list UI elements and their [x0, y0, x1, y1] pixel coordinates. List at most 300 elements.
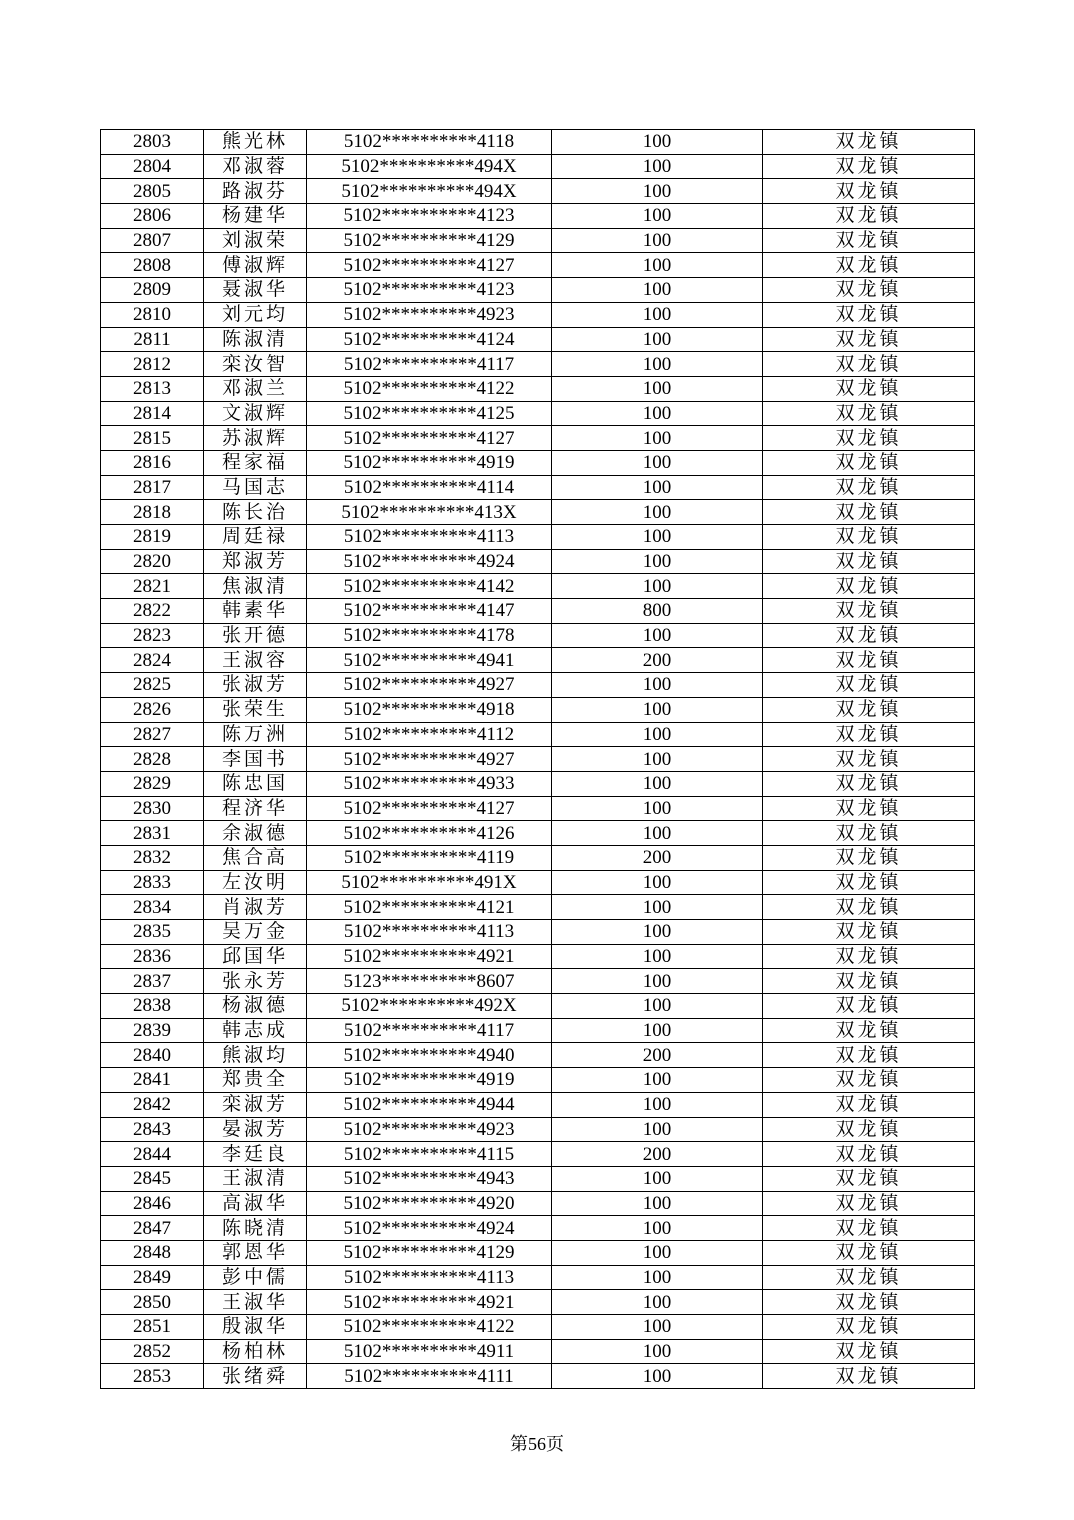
table-row — [101, 278, 975, 303]
name-cell: 王淑清 — [204, 1166, 307, 1191]
row-number-cell: 2817 — [101, 475, 204, 500]
id-number-cell: 5102**********4924 — [307, 1216, 552, 1241]
table-row — [101, 870, 975, 895]
table-row — [101, 1117, 975, 1142]
table-row — [101, 450, 975, 475]
name-cell: 王淑容 — [204, 648, 307, 673]
table-row — [101, 1092, 975, 1117]
table-row — [101, 796, 975, 821]
amount-cell: 100 — [552, 302, 763, 327]
town-cell: 双龙镇 — [763, 327, 975, 352]
name-cell: 李廷良 — [204, 1142, 307, 1167]
town-cell: 双龙镇 — [763, 673, 975, 698]
id-number-cell: 5102**********413X — [307, 500, 552, 525]
name-cell: 焦淑清 — [204, 574, 307, 599]
id-number-cell: 5102**********4924 — [307, 549, 552, 574]
name-cell: 陈忠国 — [204, 771, 307, 796]
name-cell: 程济华 — [204, 796, 307, 821]
town-cell: 双龙镇 — [763, 352, 975, 377]
id-number-cell: 5102**********4125 — [307, 401, 552, 426]
id-number-cell: 5102**********4940 — [307, 1043, 552, 1068]
table-row — [101, 821, 975, 846]
amount-cell: 100 — [552, 697, 763, 722]
roster-table-body — [101, 130, 975, 1389]
id-number-cell: 5102**********4114 — [307, 475, 552, 500]
town-cell: 双龙镇 — [763, 179, 975, 204]
amount-cell: 100 — [552, 500, 763, 525]
town-cell: 双龙镇 — [763, 525, 975, 550]
name-cell: 邱国华 — [204, 944, 307, 969]
table-row — [101, 722, 975, 747]
table-row — [101, 1043, 975, 1068]
id-number-cell: 5102**********4122 — [307, 1315, 552, 1340]
amount-cell: 100 — [552, 1018, 763, 1043]
amount-cell: 100 — [552, 1216, 763, 1241]
amount-cell: 100 — [552, 1191, 763, 1216]
name-cell: 李国书 — [204, 747, 307, 772]
row-number-cell: 2831 — [101, 821, 204, 846]
id-number-cell: 5102**********4127 — [307, 253, 552, 278]
name-cell: 晏淑芳 — [204, 1117, 307, 1142]
row-number-cell: 2815 — [101, 426, 204, 451]
row-number-cell: 2813 — [101, 376, 204, 401]
table-row — [101, 623, 975, 648]
row-number-cell: 2847 — [101, 1216, 204, 1241]
amount-cell: 100 — [552, 525, 763, 550]
town-cell: 双龙镇 — [763, 623, 975, 648]
table-row — [101, 697, 975, 722]
table-row — [101, 302, 975, 327]
amount-cell: 200 — [552, 648, 763, 673]
amount-cell: 200 — [552, 1043, 763, 1068]
name-cell: 彭中儒 — [204, 1265, 307, 1290]
amount-cell: 100 — [552, 1068, 763, 1093]
town-cell: 双龙镇 — [763, 1166, 975, 1191]
id-number-cell: 5102**********4927 — [307, 673, 552, 698]
name-cell: 刘元均 — [204, 302, 307, 327]
town-cell: 双龙镇 — [763, 895, 975, 920]
amount-cell: 200 — [552, 845, 763, 870]
id-number-cell: 5102**********4123 — [307, 278, 552, 303]
table-row — [101, 228, 975, 253]
amount-cell: 100 — [552, 870, 763, 895]
name-cell: 程家福 — [204, 450, 307, 475]
town-cell: 双龙镇 — [763, 1142, 975, 1167]
table-row — [101, 747, 975, 772]
name-cell: 杨建华 — [204, 204, 307, 229]
amount-cell: 100 — [552, 450, 763, 475]
row-number-cell: 2850 — [101, 1290, 204, 1315]
amount-cell: 100 — [552, 327, 763, 352]
name-cell: 张绪舜 — [204, 1364, 307, 1389]
amount-cell: 100 — [552, 944, 763, 969]
town-cell: 双龙镇 — [763, 994, 975, 1019]
id-number-cell: 5102**********4126 — [307, 821, 552, 846]
town-cell: 双龙镇 — [763, 796, 975, 821]
name-cell: 张淑芳 — [204, 673, 307, 698]
row-number-cell: 2835 — [101, 920, 204, 945]
amount-cell: 100 — [552, 623, 763, 648]
town-cell: 双龙镇 — [763, 747, 975, 772]
amount-cell: 100 — [552, 278, 763, 303]
amount-cell: 100 — [552, 920, 763, 945]
row-number-cell: 2845 — [101, 1166, 204, 1191]
row-number-cell: 2852 — [101, 1339, 204, 1364]
name-cell: 栾汝智 — [204, 352, 307, 377]
amount-cell: 100 — [552, 253, 763, 278]
amount-cell: 100 — [552, 154, 763, 179]
id-number-cell: 5102**********4113 — [307, 1265, 552, 1290]
name-cell: 邓淑兰 — [204, 376, 307, 401]
amount-cell: 100 — [552, 1315, 763, 1340]
town-cell: 双龙镇 — [763, 1216, 975, 1241]
name-cell: 陈淑清 — [204, 327, 307, 352]
town-cell: 双龙镇 — [763, 1191, 975, 1216]
town-cell: 双龙镇 — [763, 426, 975, 451]
id-number-cell: 5102**********494X — [307, 154, 552, 179]
table-row — [101, 1166, 975, 1191]
town-cell: 双龙镇 — [763, 722, 975, 747]
id-number-cell: 5102**********4943 — [307, 1166, 552, 1191]
row-number-cell: 2820 — [101, 549, 204, 574]
table-row — [101, 376, 975, 401]
table-row — [101, 1339, 975, 1364]
town-cell: 双龙镇 — [763, 1092, 975, 1117]
town-cell: 双龙镇 — [763, 253, 975, 278]
name-cell: 熊淑均 — [204, 1043, 307, 1068]
table-row — [101, 352, 975, 377]
table-row — [101, 130, 975, 155]
name-cell: 陈万洲 — [204, 722, 307, 747]
name-cell: 张开德 — [204, 623, 307, 648]
amount-cell: 100 — [552, 426, 763, 451]
id-number-cell: 5102**********4113 — [307, 920, 552, 945]
table-row — [101, 920, 975, 945]
table-row — [101, 1315, 975, 1340]
table-row — [101, 1290, 975, 1315]
id-number-cell: 5102**********494X — [307, 179, 552, 204]
amount-cell: 100 — [552, 376, 763, 401]
row-number-cell: 2846 — [101, 1191, 204, 1216]
id-number-cell: 5102**********4111 — [307, 1364, 552, 1389]
amount-cell: 100 — [552, 1339, 763, 1364]
town-cell: 双龙镇 — [763, 920, 975, 945]
amount-cell: 100 — [552, 771, 763, 796]
id-number-cell: 5102**********4919 — [307, 450, 552, 475]
table-row — [101, 969, 975, 994]
id-number-cell: 5102**********4911 — [307, 1339, 552, 1364]
id-number-cell: 5102**********4117 — [307, 1018, 552, 1043]
id-number-cell: 5102**********4117 — [307, 352, 552, 377]
row-number-cell: 2808 — [101, 253, 204, 278]
name-cell: 左汝明 — [204, 870, 307, 895]
id-number-cell: 5102**********4920 — [307, 1191, 552, 1216]
id-number-cell: 5102**********4113 — [307, 525, 552, 550]
town-cell: 双龙镇 — [763, 204, 975, 229]
name-cell: 杨淑德 — [204, 994, 307, 1019]
row-number-cell: 2839 — [101, 1018, 204, 1043]
name-cell: 韩志成 — [204, 1018, 307, 1043]
town-cell: 双龙镇 — [763, 1364, 975, 1389]
id-number-cell: 5102**********4918 — [307, 697, 552, 722]
town-cell: 双龙镇 — [763, 1315, 975, 1340]
table-row — [101, 845, 975, 870]
id-number-cell: 5102**********4129 — [307, 228, 552, 253]
row-number-cell: 2849 — [101, 1265, 204, 1290]
town-cell: 双龙镇 — [763, 1339, 975, 1364]
table-row — [101, 154, 975, 179]
table-row — [101, 1068, 975, 1093]
amount-cell: 100 — [552, 401, 763, 426]
id-number-cell: 5102**********4927 — [307, 747, 552, 772]
row-number-cell: 2805 — [101, 179, 204, 204]
table-row — [101, 895, 975, 920]
row-number-cell: 2843 — [101, 1117, 204, 1142]
row-number-cell: 2803 — [101, 130, 204, 155]
id-number-cell: 5102**********4944 — [307, 1092, 552, 1117]
id-number-cell: 5102**********4127 — [307, 426, 552, 451]
table-row — [101, 1142, 975, 1167]
town-cell: 双龙镇 — [763, 1117, 975, 1142]
table-row — [101, 1364, 975, 1389]
table-row — [101, 1216, 975, 1241]
row-number-cell: 2822 — [101, 599, 204, 624]
town-cell: 双龙镇 — [763, 500, 975, 525]
table-row — [101, 599, 975, 624]
id-number-cell: 5102**********4921 — [307, 1290, 552, 1315]
amount-cell: 100 — [552, 179, 763, 204]
row-number-cell: 2823 — [101, 623, 204, 648]
name-cell: 郑贵全 — [204, 1068, 307, 1093]
row-number-cell: 2807 — [101, 228, 204, 253]
amount-cell: 100 — [552, 130, 763, 155]
name-cell: 周廷禄 — [204, 525, 307, 550]
row-number-cell: 2826 — [101, 697, 204, 722]
row-number-cell: 2812 — [101, 352, 204, 377]
town-cell: 双龙镇 — [763, 450, 975, 475]
id-number-cell: 5102**********4122 — [307, 376, 552, 401]
row-number-cell: 2853 — [101, 1364, 204, 1389]
row-number-cell: 2834 — [101, 895, 204, 920]
id-number-cell: 5102**********4941 — [307, 648, 552, 673]
amount-cell: 100 — [552, 722, 763, 747]
name-cell: 郑淑芳 — [204, 549, 307, 574]
town-cell: 双龙镇 — [763, 228, 975, 253]
id-number-cell: 5102**********4147 — [307, 599, 552, 624]
table-row — [101, 426, 975, 451]
amount-cell: 100 — [552, 1290, 763, 1315]
id-number-cell: 5102**********4921 — [307, 944, 552, 969]
table-row — [101, 253, 975, 278]
town-cell: 双龙镇 — [763, 870, 975, 895]
town-cell: 双龙镇 — [763, 376, 975, 401]
town-cell: 双龙镇 — [763, 1290, 975, 1315]
name-cell: 聂淑华 — [204, 278, 307, 303]
name-cell: 焦合高 — [204, 845, 307, 870]
table-row — [101, 204, 975, 229]
town-cell: 双龙镇 — [763, 154, 975, 179]
id-number-cell: 5102**********4142 — [307, 574, 552, 599]
town-cell: 双龙镇 — [763, 574, 975, 599]
id-number-cell: 5102**********4933 — [307, 771, 552, 796]
amount-cell: 100 — [552, 352, 763, 377]
table-row — [101, 1265, 975, 1290]
town-cell: 双龙镇 — [763, 771, 975, 796]
table-row — [101, 994, 975, 1019]
id-number-cell: 5102**********4178 — [307, 623, 552, 648]
town-cell: 双龙镇 — [763, 1043, 975, 1068]
id-number-cell: 5102**********492X — [307, 994, 552, 1019]
amount-cell: 100 — [552, 1092, 763, 1117]
id-number-cell: 5102**********4923 — [307, 302, 552, 327]
amount-cell: 100 — [552, 895, 763, 920]
row-number-cell: 2828 — [101, 747, 204, 772]
amount-cell: 100 — [552, 1166, 763, 1191]
town-cell: 双龙镇 — [763, 944, 975, 969]
row-number-cell: 2818 — [101, 500, 204, 525]
table-row — [101, 475, 975, 500]
amount-cell: 100 — [552, 1117, 763, 1142]
row-number-cell: 2821 — [101, 574, 204, 599]
row-number-cell: 2837 — [101, 969, 204, 994]
id-number-cell: 5123**********8607 — [307, 969, 552, 994]
row-number-cell: 2844 — [101, 1142, 204, 1167]
name-cell: 刘淑荣 — [204, 228, 307, 253]
town-cell: 双龙镇 — [763, 549, 975, 574]
row-number-cell: 2814 — [101, 401, 204, 426]
town-cell: 双龙镇 — [763, 401, 975, 426]
amount-cell: 100 — [552, 574, 763, 599]
name-cell: 张永芳 — [204, 969, 307, 994]
name-cell: 邓淑蓉 — [204, 154, 307, 179]
table-row — [101, 1191, 975, 1216]
row-number-cell: 2809 — [101, 278, 204, 303]
row-number-cell: 2810 — [101, 302, 204, 327]
row-number-cell: 2830 — [101, 796, 204, 821]
name-cell: 杨柏林 — [204, 1339, 307, 1364]
row-number-cell: 2811 — [101, 327, 204, 352]
town-cell: 双龙镇 — [763, 969, 975, 994]
name-cell: 熊光林 — [204, 130, 307, 155]
row-number-cell: 2825 — [101, 673, 204, 698]
id-number-cell: 5102**********4124 — [307, 327, 552, 352]
town-cell: 双龙镇 — [763, 130, 975, 155]
id-number-cell: 5102**********491X — [307, 870, 552, 895]
town-cell: 双龙镇 — [763, 475, 975, 500]
table-row — [101, 179, 975, 204]
amount-cell: 100 — [552, 673, 763, 698]
amount-cell: 800 — [552, 599, 763, 624]
row-number-cell: 2840 — [101, 1043, 204, 1068]
table-row — [101, 500, 975, 525]
id-number-cell: 5102**********4919 — [307, 1068, 552, 1093]
table-row — [101, 401, 975, 426]
row-number-cell: 2832 — [101, 845, 204, 870]
amount-cell: 100 — [552, 204, 763, 229]
row-number-cell: 2848 — [101, 1240, 204, 1265]
name-cell: 苏淑辉 — [204, 426, 307, 451]
row-number-cell: 2816 — [101, 450, 204, 475]
table-row — [101, 771, 975, 796]
amount-cell: 100 — [552, 994, 763, 1019]
table-row — [101, 525, 975, 550]
name-cell: 吴万金 — [204, 920, 307, 945]
amount-cell: 100 — [552, 475, 763, 500]
id-number-cell: 5102**********4115 — [307, 1142, 552, 1167]
id-number-cell: 5102**********4112 — [307, 722, 552, 747]
amount-cell: 100 — [552, 1240, 763, 1265]
table-row — [101, 648, 975, 673]
id-number-cell: 5102**********4123 — [307, 204, 552, 229]
town-cell: 双龙镇 — [763, 821, 975, 846]
name-cell: 韩素华 — [204, 599, 307, 624]
name-cell: 余淑德 — [204, 821, 307, 846]
id-number-cell: 5102**********4121 — [307, 895, 552, 920]
town-cell: 双龙镇 — [763, 599, 975, 624]
name-cell: 郭恩华 — [204, 1240, 307, 1265]
id-number-cell: 5102**********4127 — [307, 796, 552, 821]
row-number-cell: 2806 — [101, 204, 204, 229]
town-cell: 双龙镇 — [763, 1068, 975, 1093]
amount-cell: 100 — [552, 796, 763, 821]
id-number-cell: 5102**********4129 — [307, 1240, 552, 1265]
table-row — [101, 574, 975, 599]
table-row — [101, 549, 975, 574]
roster-table — [100, 129, 975, 1389]
amount-cell: 100 — [552, 969, 763, 994]
row-number-cell: 2851 — [101, 1315, 204, 1340]
town-cell: 双龙镇 — [763, 302, 975, 327]
row-number-cell: 2824 — [101, 648, 204, 673]
amount-cell: 100 — [552, 549, 763, 574]
name-cell: 陈长治 — [204, 500, 307, 525]
table-row — [101, 673, 975, 698]
id-number-cell: 5102**********4119 — [307, 845, 552, 870]
name-cell: 王淑华 — [204, 1290, 307, 1315]
amount-cell: 100 — [552, 228, 763, 253]
id-number-cell: 5102**********4923 — [307, 1117, 552, 1142]
town-cell: 双龙镇 — [763, 1240, 975, 1265]
row-number-cell: 2819 — [101, 525, 204, 550]
row-number-cell: 2829 — [101, 771, 204, 796]
row-number-cell: 2838 — [101, 994, 204, 1019]
table-row — [101, 1018, 975, 1043]
row-number-cell: 2836 — [101, 944, 204, 969]
town-cell: 双龙镇 — [763, 648, 975, 673]
town-cell: 双龙镇 — [763, 697, 975, 722]
town-cell: 双龙镇 — [763, 1018, 975, 1043]
row-number-cell: 2842 — [101, 1092, 204, 1117]
row-number-cell: 2833 — [101, 870, 204, 895]
name-cell: 马国志 — [204, 475, 307, 500]
table-row — [101, 944, 975, 969]
town-cell: 双龙镇 — [763, 845, 975, 870]
name-cell: 傅淑辉 — [204, 253, 307, 278]
table-row — [101, 327, 975, 352]
row-number-cell: 2827 — [101, 722, 204, 747]
town-cell: 双龙镇 — [763, 1265, 975, 1290]
row-number-cell: 2841 — [101, 1068, 204, 1093]
name-cell: 殷淑华 — [204, 1315, 307, 1340]
amount-cell: 100 — [552, 1265, 763, 1290]
table-row — [101, 1240, 975, 1265]
town-cell: 双龙镇 — [763, 278, 975, 303]
name-cell: 陈晓清 — [204, 1216, 307, 1241]
id-number-cell: 5102**********4118 — [307, 130, 552, 155]
name-cell: 张荣生 — [204, 697, 307, 722]
name-cell: 肖淑芳 — [204, 895, 307, 920]
amount-cell: 100 — [552, 821, 763, 846]
